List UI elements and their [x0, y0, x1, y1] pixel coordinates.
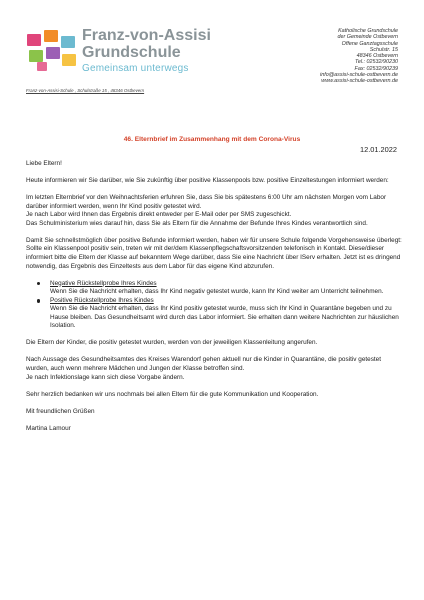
letter-date: 12.01.2022	[360, 145, 397, 154]
address-email[interactable]: info@assisi-schule-ostbevern.de	[320, 72, 398, 79]
school-name-line1: Franz-von-Assisi	[82, 27, 211, 44]
logo-square	[46, 47, 60, 59]
list-item-heading: Negative Rückstellprobe Ihres Kindes	[50, 279, 157, 287]
paragraph-intro: Heute informieren wir Sie darüber, wie Sie zukünftig über positive Klassenpools bzw. positive Einzeltestungen informiert werden:	[26, 176, 389, 184]
list-item-text: Wenn Sie die Nachricht erhalten, dass Ihr Kind positiv getestet wurde, muss sich Ihr Kind in Quarantäne begeben und zu Hause bleiben. Das Gesundheitsamt wird durch das Labor informiert. Sie erhalten dann weitere Nachrichten zur häuslichen Isolation.	[50, 305, 399, 330]
signature: Martina Lamour	[26, 424, 71, 432]
list-item-text: Wenn Sie die Nachricht erhalten, dass Ihr Kind negativ getestet wurde, kann Ihr Kind weiter am Unterricht teilnehmen.	[50, 288, 384, 296]
school-address	[268, 28, 398, 85]
address-line: Offene Ganztagsschule	[341, 40, 398, 47]
address-line: der Gemeinde Ostbevern	[337, 34, 398, 41]
address-line: Schulstr. 15	[369, 46, 398, 53]
closing: Mit freundlichen Grüßen	[26, 407, 95, 415]
paragraph-procedure: Damit Sie schnellstmöglich über positive Befunde informiert werden, haben wir für unsere Schule folgende Vorgehensweise überlegt:	[26, 236, 402, 244]
address-line: Katholische Grundschule	[338, 28, 398, 34]
paragraph-lab-info: Das Schulministerium wies darauf hin, dass Sie als Eltern für die Annahme der Befunde Ihres Kindes verantwortlich sind.	[26, 219, 368, 227]
list-item-heading: Positive Rückstellprobe Ihres Kindes	[50, 296, 154, 304]
paragraph-procedure: Sollte ein Klassenpool positiv sein, treten wir mit der/dem Klassenpflegschaftsvorsitzenden telefonisch in Kontakt. Diese/dieser informiert bitte die Eltern der Klasse auf bekanntem Wege darüber, dass Sie eine Nachricht über IServ erhalten. Jetzt ist es dringend notwendig, das Ergebnis des Einzeltests aus dem Labor für das eigene Kind abzurufen.	[26, 245, 401, 270]
paragraph-health-office: Nach Aussage des Gesundheitsamtes des Kreises Warendorf gehen aktuell nur die Kinder in Quarantäne, die positiv getestet wurden, auch wenn mehrere Mädchen und Jungen der Klasse betroffen sind.	[26, 356, 382, 373]
result-list	[26, 280, 402, 332]
letter-body	[26, 160, 402, 433]
list-item	[26, 280, 402, 297]
logo-square	[62, 54, 76, 66]
address-line: Tel.: 02532/90230	[355, 59, 398, 66]
logo-square	[29, 50, 43, 62]
address-line: Fax: 02532/90239	[354, 65, 398, 72]
logo-square	[27, 34, 41, 46]
paragraph-thanks: Sehr herzlich bedanken wir uns nochmals bei allen Eltern für die gute Kommunikation und Kooperation.	[26, 390, 319, 398]
letter-title: 46. Elternbrief im Zusammenhang mit dem Corona-Virus	[123, 136, 301, 143]
bullet-icon	[37, 299, 40, 302]
paragraph-class-teacher: Die Eltern der Kinder, die positiv getestet wurden, werden von der jeweiligen Klassenleitung angerufen.	[26, 339, 318, 347]
salutation: Liebe Eltern!	[26, 160, 62, 167]
logo-square	[61, 36, 75, 48]
bullet-icon	[37, 282, 40, 285]
address-website[interactable]: www.assisi-schule-ostbevern.de	[321, 78, 398, 85]
school-name	[82, 27, 211, 61]
paragraph-lab-info: Im letzten Elternbrief vor den Weihnachtsferien erfuhren Sie, dass Sie bis spätestens 6:00 Uhr am nächsten Morgen vom Labor darüber informiert werden, wenn Ihr Kind positiv getestet wird.	[26, 193, 387, 210]
logo-square	[37, 62, 47, 71]
paragraph-health-office: Je nach Infektionslage kann sich diese Vorgabe ändern.	[26, 373, 185, 381]
address-line: 48346 Ostbevern	[356, 53, 398, 60]
school-tagline: Gemeinsam unterwegs	[82, 63, 189, 74]
sender-line: Franz-von-Assisi-Schule , Schulstraße 15 , 48346 Ostbevern	[26, 88, 145, 93]
logo-square	[44, 30, 58, 42]
school-name-line2: Grundschule	[82, 44, 181, 61]
paragraph-lab-info: Je nach Labor wird Ihnen das Ergebnis direkt entweder per E-Mail oder per SMS zugeschickt.	[26, 211, 292, 219]
list-item	[26, 297, 402, 331]
school-logo-icon	[27, 30, 79, 74]
